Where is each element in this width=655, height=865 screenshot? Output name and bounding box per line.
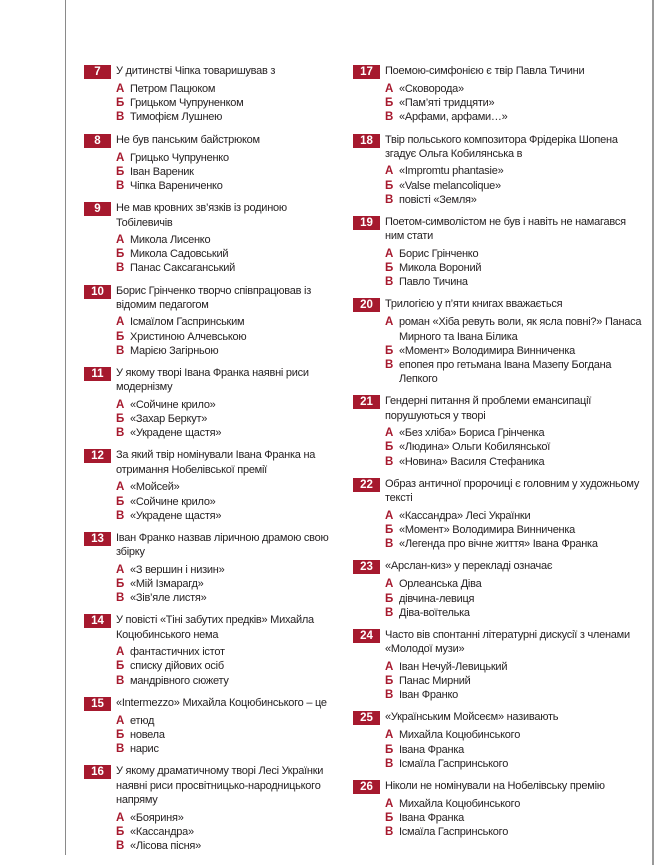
- option-text: етюд: [130, 714, 155, 727]
- option-letter: А: [385, 165, 394, 178]
- option-text: Івана Франка: [399, 812, 464, 825]
- question-header: [353, 559, 645, 574]
- question-text: Не мав кровних зв’язків із родиною Тобілевичів: [116, 202, 287, 229]
- answer-option: [385, 606, 645, 620]
- answer-option: [385, 261, 645, 275]
- answer-option: [116, 509, 344, 523]
- option-text: Микола Лисенко: [130, 234, 211, 247]
- answer-option: [385, 728, 645, 742]
- option-text: Ісмаїла Гаспринського: [399, 757, 509, 770]
- answer-option: [385, 275, 645, 289]
- right-column: [353, 64, 645, 848]
- answer-options: [385, 315, 645, 386]
- answer-option: [385, 440, 645, 454]
- question-text: «Українським Мойсеєм» називають: [385, 711, 559, 724]
- option-letter: В: [385, 455, 394, 468]
- question-number-badge: 19: [353, 216, 380, 230]
- question-header: [84, 764, 344, 807]
- answer-option: [116, 110, 344, 124]
- option-letter: А: [116, 646, 125, 659]
- option-letter: Б: [116, 495, 125, 508]
- question-text: Гендерні питання й проблеми емансипації порушуються у творі: [385, 395, 592, 422]
- option-letter: В: [116, 344, 125, 357]
- question-text: Часто вів спонтанні літературні дискусії з членами «Молодої музи»: [385, 628, 630, 656]
- answer-option: [385, 179, 645, 193]
- answer-option: [116, 151, 344, 165]
- question-text: За який твір номінували Івана Франка на отримання Нобелівської премії: [116, 449, 316, 476]
- answer-option: [116, 165, 344, 179]
- option-letter: Б: [116, 577, 125, 590]
- option-letter: В: [116, 111, 125, 124]
- option-text: нарис: [130, 743, 159, 756]
- answer-option: [385, 193, 645, 207]
- option-letter: А: [116, 234, 125, 247]
- question-header: [353, 394, 645, 423]
- option-text: «Пам’яті тридцяти»: [399, 97, 495, 110]
- answer-option: [116, 82, 344, 96]
- answer-option: [385, 455, 645, 469]
- question-text: Трилогією у п’яти книгах вважається: [385, 298, 563, 311]
- option-text: Панас Мирний: [399, 674, 471, 687]
- answer-option: [116, 714, 344, 728]
- question-text: «Intermezzo» Михайла Коцюбинського – це: [116, 696, 327, 709]
- answer-option: [116, 811, 344, 825]
- answer-option: [116, 412, 344, 426]
- question-number-badge: 15: [84, 697, 111, 711]
- option-letter: В: [385, 538, 394, 551]
- answer-options: [116, 480, 344, 523]
- option-letter: Б: [116, 248, 125, 261]
- question-header: [353, 64, 645, 79]
- option-text: «Сойчине крило»: [130, 495, 216, 508]
- answer-option: [116, 742, 344, 756]
- option-text: «Легенда про вічне життя» Івана Франка: [399, 538, 598, 551]
- question-item: [353, 779, 645, 840]
- option-letter: Б: [385, 344, 394, 357]
- answer-option: [116, 728, 344, 742]
- answer-options: [116, 811, 344, 854]
- option-letter: В: [116, 592, 125, 605]
- answer-options: [385, 164, 645, 207]
- option-letter: Б: [385, 262, 394, 275]
- question-header: [353, 628, 645, 657]
- answer-option: [385, 247, 645, 261]
- option-text: епопея про гетьмана Івана Мазепу Богдана Лепкого: [399, 359, 612, 386]
- option-text: Панас Саксаганський: [130, 262, 236, 275]
- question-number-badge: 7: [84, 65, 111, 79]
- option-text: «Арфами, арфами…»: [399, 111, 508, 124]
- option-letter: Б: [116, 728, 125, 741]
- option-letter: В: [385, 826, 394, 839]
- question-number-badge: 20: [353, 298, 380, 312]
- answer-option: [385, 344, 645, 358]
- answer-option: [385, 688, 645, 702]
- option-letter: А: [116, 398, 125, 411]
- option-text: Борис Грінченко: [399, 247, 479, 260]
- question-item: [353, 297, 645, 386]
- answer-option: [385, 523, 645, 537]
- question-header: [84, 201, 344, 230]
- question-text: Борис Грінченко творчо співпрацював із відомим педагогом: [116, 284, 312, 312]
- question-number-badge: 14: [84, 614, 111, 628]
- question-number-badge: 26: [353, 780, 380, 794]
- option-letter: Б: [116, 413, 125, 426]
- option-letter: Б: [385, 674, 394, 687]
- question-text: Твір польського композитора Фрідеріка Шопена згадує Ольга Кобилянська в: [385, 133, 618, 161]
- question-number-badge: 18: [353, 134, 380, 148]
- answer-option: [385, 577, 645, 591]
- question-item: [353, 559, 645, 620]
- option-letter: В: [385, 606, 394, 619]
- question-item: [353, 133, 645, 207]
- option-letter: А: [385, 729, 394, 742]
- question-header: [84, 64, 344, 79]
- option-letter: А: [385, 660, 394, 673]
- option-letter: Б: [385, 743, 394, 756]
- answer-option: [385, 426, 645, 440]
- option-text: Христиною Алчевською: [130, 330, 247, 343]
- option-text: Діва-воїтелька: [399, 606, 470, 619]
- option-text: «Без хліба» Бориса Грінченка: [399, 427, 545, 440]
- question-text: У якому драматичному творі Лесі Українки наявні риси просвітницько-народницького напряму: [116, 765, 324, 807]
- option-letter: В: [116, 427, 125, 440]
- option-letter: В: [385, 193, 394, 206]
- option-text: Ісмаїлом Гаспринським: [130, 316, 245, 329]
- question-number-badge: 25: [353, 711, 380, 725]
- option-text: Павло Тичина: [399, 276, 468, 289]
- option-text: списку дійових осіб: [130, 660, 224, 673]
- option-text: «Людина» Ольги Кобилянської: [399, 441, 551, 454]
- answer-option: [116, 398, 344, 412]
- option-text: «Кассандра»: [130, 825, 194, 838]
- answer-options: [116, 82, 344, 125]
- answer-option: [385, 509, 645, 523]
- question-item: [84, 64, 344, 125]
- option-text: Тимофієм Лушнею: [130, 111, 223, 124]
- question-header: [84, 133, 344, 148]
- option-letter: В: [116, 743, 125, 756]
- option-letter: Б: [385, 812, 394, 825]
- question-header: [84, 531, 344, 560]
- option-letter: А: [116, 481, 125, 494]
- option-text: «Сковорода»: [399, 83, 464, 95]
- answer-option: [116, 344, 344, 358]
- question-number-badge: 9: [84, 202, 111, 216]
- option-letter: А: [116, 563, 125, 576]
- question-number-badge: 17: [353, 65, 380, 79]
- option-text: дівчина-левиця: [399, 592, 475, 605]
- answer-option: [116, 577, 344, 591]
- answer-option: [385, 592, 645, 606]
- answer-options: [385, 82, 645, 125]
- option-text: «Момент» Володимира Винниченка: [399, 523, 576, 536]
- option-letter: Б: [116, 660, 125, 673]
- option-text: «Момент» Володимира Винниченка: [399, 344, 576, 357]
- option-letter: В: [385, 359, 394, 372]
- answer-option: [116, 315, 344, 329]
- option-text: «Кассандра» Лесі Українки: [399, 509, 531, 522]
- answer-option: [116, 247, 344, 261]
- question-text: Ніколи не номінували на Нобелівську премію: [385, 779, 605, 792]
- answer-option: [385, 797, 645, 811]
- question-number-badge: 13: [84, 532, 111, 546]
- answer-option: [116, 179, 344, 193]
- option-text: Петром Пацюком: [130, 83, 216, 95]
- question-header: [353, 215, 645, 244]
- answer-options: [116, 151, 344, 194]
- option-letter: В: [116, 180, 125, 193]
- option-text: Микола Садовський: [130, 248, 229, 261]
- option-letter: А: [385, 247, 394, 260]
- question-item: [84, 366, 344, 440]
- question-item: [84, 133, 344, 194]
- option-letter: А: [116, 316, 125, 329]
- answer-options: [385, 426, 645, 469]
- question-item: [353, 64, 645, 125]
- option-text: Микола Вороний: [399, 262, 482, 275]
- answer-options: [116, 315, 344, 358]
- answer-options: [116, 714, 344, 757]
- question-item: [353, 710, 645, 771]
- option-text: Грицько Чупруненко: [130, 151, 229, 164]
- option-text: «Захар Беркут»: [130, 413, 208, 426]
- question-text: Образ античної пророчиці є головним у художньому тексті: [385, 477, 640, 505]
- option-text: «Мойсей»: [130, 481, 180, 494]
- option-letter: А: [116, 714, 125, 727]
- option-text: «Мій Ізмарагд»: [130, 577, 204, 590]
- question-number-badge: 12: [84, 449, 111, 463]
- option-letter: В: [385, 757, 394, 770]
- question-header: [84, 284, 344, 313]
- option-letter: Б: [385, 523, 394, 536]
- question-header: [84, 613, 344, 642]
- option-letter: В: [116, 674, 125, 687]
- option-letter: В: [385, 689, 394, 702]
- option-text: «Зів’яле листя»: [130, 592, 207, 605]
- question-header: [353, 710, 645, 725]
- answer-options: [385, 577, 645, 620]
- answer-options: [385, 728, 645, 771]
- option-letter: А: [385, 797, 394, 810]
- question-item: [84, 764, 344, 853]
- answer-options: [116, 563, 344, 606]
- question-item: [353, 628, 645, 702]
- question-header: [353, 297, 645, 312]
- answer-option: [116, 674, 344, 688]
- answer-options: [116, 233, 344, 276]
- option-text: Михайла Коцюбинського: [399, 729, 521, 742]
- answer-option: [385, 743, 645, 757]
- option-text: «Сойчине крило»: [130, 398, 216, 411]
- question-number-badge: 21: [353, 395, 380, 409]
- answer-option: [116, 233, 344, 247]
- answer-option: [385, 82, 645, 96]
- answer-option: [116, 839, 344, 853]
- answer-option: [385, 358, 645, 386]
- option-letter: В: [116, 839, 125, 852]
- answer-option: [385, 757, 645, 771]
- option-text: «З вершин і низин»: [130, 563, 225, 576]
- answer-option: [116, 426, 344, 440]
- question-header: [353, 779, 645, 794]
- answer-option: [385, 164, 645, 178]
- option-letter: А: [385, 509, 394, 522]
- option-letter: Б: [385, 179, 394, 192]
- option-letter: Б: [385, 441, 394, 454]
- question-item: [84, 531, 344, 605]
- answer-option: [116, 261, 344, 275]
- option-text: «Украдене щастя»: [130, 509, 222, 522]
- question-text: Іван Франко назвав ліричною драмою свою збірку: [116, 531, 329, 559]
- question-text: Поетом-символістом не був і навіть не намагався ним стати: [385, 216, 626, 243]
- option-letter: Б: [116, 330, 125, 343]
- option-letter: А: [116, 83, 125, 95]
- page-margin-line-left: [65, 0, 66, 855]
- answer-option: [116, 591, 344, 605]
- option-letter: А: [116, 811, 125, 824]
- option-text: «Бояриня»: [130, 811, 184, 824]
- option-text: новела: [130, 728, 165, 741]
- option-text: Іван Вареник: [130, 165, 194, 178]
- answer-option: [116, 825, 344, 839]
- answer-option: [385, 315, 645, 343]
- answer-option: [385, 811, 645, 825]
- answer-option: [385, 537, 645, 551]
- option-text: Чіпка Варениченко: [130, 180, 223, 193]
- question-header: [353, 477, 645, 506]
- answer-options: [385, 247, 645, 290]
- answer-option: [385, 96, 645, 110]
- option-text: роман «Хіба ревуть воли, як ясла повні?» Панаса Мирного та Івана Білика: [399, 316, 642, 343]
- option-text: Ісмаїла Гаспринського: [399, 826, 509, 839]
- option-letter: Б: [116, 97, 125, 110]
- question-item: [84, 201, 344, 275]
- answer-option: [116, 659, 344, 673]
- option-text: «Impromtu phantasie»: [399, 165, 504, 178]
- page-edge-right: [652, 0, 654, 865]
- answer-option: [116, 96, 344, 110]
- question-number-badge: 24: [353, 629, 380, 643]
- option-letter: А: [385, 578, 394, 591]
- question-text: У повісті «Тіні забутих предків» Михайла Коцюбинського нема: [116, 614, 314, 641]
- option-text: повісті «Земля»: [399, 193, 477, 206]
- option-text: «Украдене щастя»: [130, 427, 222, 440]
- left-column: [84, 64, 344, 861]
- question-item: [353, 394, 645, 468]
- question-number-badge: 10: [84, 285, 111, 299]
- option-letter: А: [385, 427, 394, 440]
- option-letter: В: [385, 276, 394, 289]
- answer-option: [116, 330, 344, 344]
- option-letter: Б: [385, 592, 394, 605]
- question-item: [84, 284, 344, 358]
- option-letter: А: [385, 83, 394, 95]
- question-number-badge: 8: [84, 134, 111, 148]
- option-letter: В: [116, 262, 125, 275]
- option-text: Івана Франка: [399, 743, 464, 756]
- answer-option: [116, 495, 344, 509]
- question-header: [84, 696, 344, 711]
- option-letter: Б: [116, 165, 125, 178]
- answer-option: [385, 674, 645, 688]
- option-letter: В: [385, 111, 394, 124]
- answer-options: [385, 509, 645, 552]
- answer-options: [116, 645, 344, 688]
- question-text: У якому творі Івана Франка наявні риси модернізму: [116, 367, 309, 394]
- question-number-badge: 16: [84, 765, 111, 779]
- question-item: [84, 448, 344, 522]
- option-text: Грицьком Чупруненком: [130, 97, 244, 110]
- answer-options: [385, 660, 645, 703]
- question-number-badge: 23: [353, 560, 380, 574]
- option-text: «Лісова пісня»: [130, 839, 201, 852]
- answer-option: [385, 660, 645, 674]
- question-text: Поемою-симфонією є твір Павла Тичини: [385, 65, 585, 77]
- question-text: Не був панським байстрюком: [116, 133, 260, 146]
- option-text: Марією Загірньою: [130, 344, 219, 357]
- option-text: «Valse melancolique»: [399, 179, 501, 192]
- question-number-badge: 22: [353, 478, 380, 492]
- option-letter: А: [385, 316, 394, 329]
- answer-options: [385, 797, 645, 840]
- question-text: У дитинстві Чіпка товаришував з: [116, 65, 276, 77]
- option-text: мандрівного сюжету: [130, 674, 229, 687]
- option-text: Іван Нечуй-Левицький: [399, 660, 508, 673]
- option-letter: А: [116, 151, 125, 164]
- answer-option: [116, 480, 344, 494]
- question-header: [84, 366, 344, 395]
- question-number-badge: 11: [84, 367, 111, 381]
- option-text: фантастичних істот: [130, 646, 225, 659]
- answer-option: [116, 645, 344, 659]
- option-letter: Б: [385, 97, 394, 110]
- question-item: [84, 613, 344, 687]
- option-text: Орлеанська Діва: [399, 578, 482, 591]
- option-text: «Новина» Василя Стефаника: [399, 455, 545, 468]
- question-header: [353, 133, 645, 162]
- question-item: [84, 696, 344, 757]
- question-header: [84, 448, 344, 477]
- question-item: [353, 477, 645, 551]
- answer-option: [385, 825, 645, 839]
- answer-options: [116, 398, 344, 441]
- option-letter: В: [116, 509, 125, 522]
- option-letter: Б: [116, 825, 125, 838]
- answer-option: [385, 110, 645, 124]
- option-text: Іван Франко: [399, 689, 459, 702]
- question-text: «Арслан-киз» у перекладі означає: [385, 560, 553, 573]
- answer-option: [116, 563, 344, 577]
- question-item: [353, 215, 645, 289]
- option-text: Михайла Коцюбинського: [399, 797, 521, 810]
